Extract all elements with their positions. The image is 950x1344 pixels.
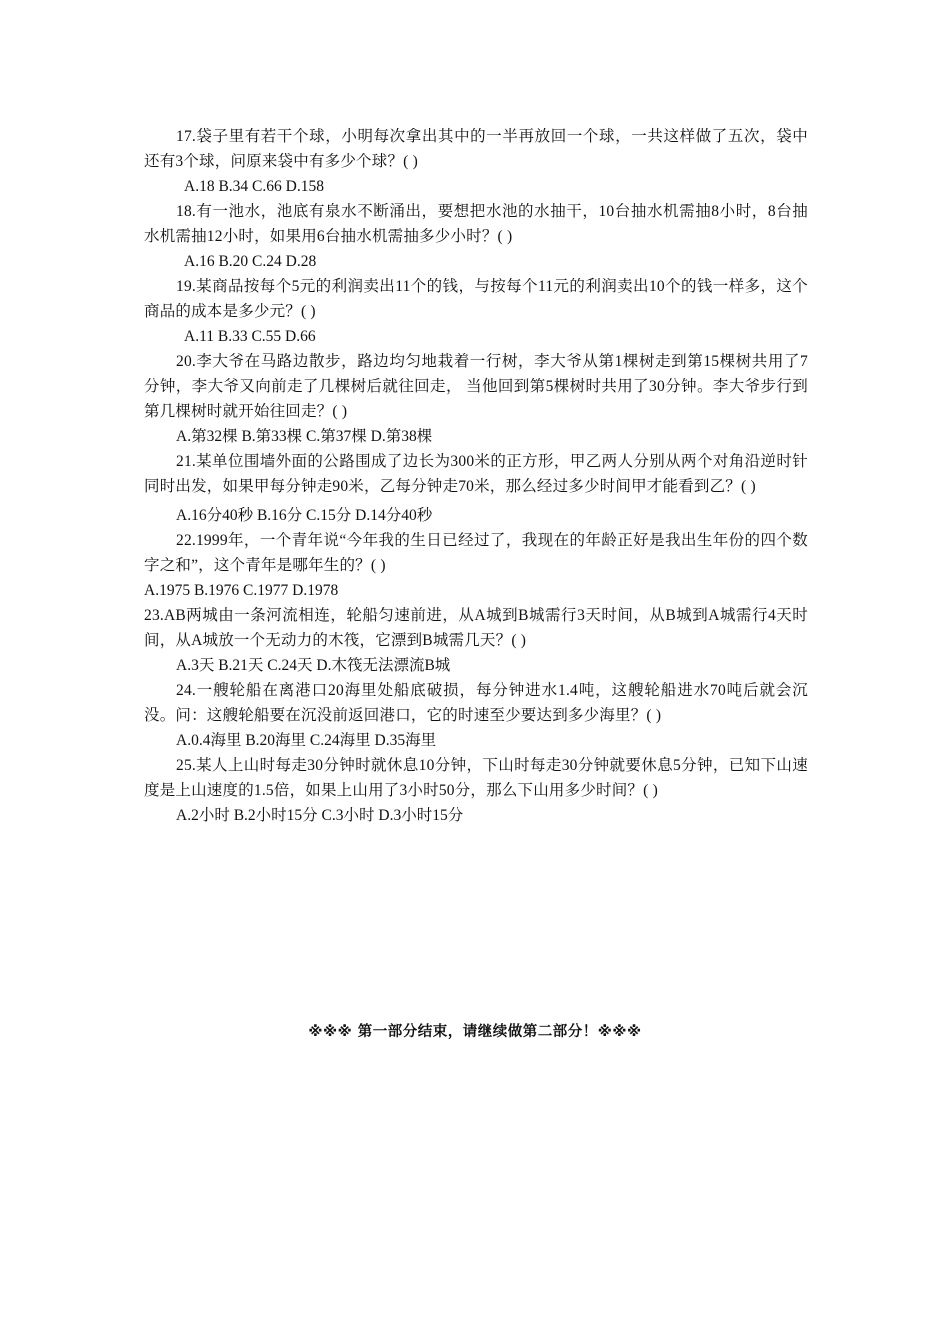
question-20: 20.李大爷在马路边散步，路边均匀地栽着一行树，李大爷从第1棵树走到第15棵树共用了7分钟，李大爷又向前走了几棵树后就往回走， 当他回到第5棵树时共用了30分钟。李大爷步行到第几棵树时就开始往回走？( ) <box>144 353 808 420</box>
question-17: 17.袋子里有若干个球，小明每次拿出其中的一半再放回一个球，一共这样做了五次，袋中还有3个球，问原来袋中有多少个球？( ) <box>144 128 808 170</box>
question-21: 21.某单位围墙外面的公路围成了边长为300米的正方形，甲乙两人分别从两个对角沿逆时针同时出发，如果甲每分钟走90米，乙每分钟走70米，那么经过多少时间甲才能看到乙？( ) <box>144 453 808 495</box>
question-22-options: A.1975 B.1976 C.1977 D.1978 <box>144 582 339 599</box>
question-23-options: A.3天 B.21天 C.24天 D.木筏无法漂流B城 <box>176 657 451 674</box>
question-list <box>144 124 808 828</box>
question-20-options: A.第32棵 B.第33棵 C.第37棵 D.第38棵 <box>176 428 433 445</box>
question-24-options: A.0.4海里 B.20海里 C.24海里 D.35海里 <box>176 732 437 749</box>
question-18: 18.有一池水，池底有泉水不断涌出，要想把水池的水抽干，10台抽水机需抽8小时，8台抽水机需抽12小时，如果用6台抽水机需抽多少小时？( ) <box>144 203 808 245</box>
question-25-options: A.2小时 B.2小时15分 C.3小时 D.3小时15分 <box>176 807 464 824</box>
question-17-options: A.18 B.34 C.66 D.158 <box>184 178 324 195</box>
question-22: 22.1999年，一个青年说“今年我的生日已经过了，我现在的年龄正好是我出生年份的四个数字之和”，这个青年是哪年生的？( ) <box>144 532 808 574</box>
question-18-options: A.16 B.20 C.24 D.28 <box>184 253 317 270</box>
question-19-options: A.11 B.33 C.55 D.66 <box>184 328 316 345</box>
question-19: 19.某商品按每个5元的利润卖出11个的钱，与按每个11元的利润卖出10个的钱一样多，这个商品的成本是多少元？( ) <box>144 278 808 320</box>
question-21-options: A.16分40秒 B.16分 C.15分 D.14分40秒 <box>176 507 433 524</box>
question-25: 25.某人上山时每走30分钟时就休息10分钟，下山时每走30分钟就要休息5分钟，已知下山速度是上山速度的1.5倍，如果上山用了3小时50分，那么下山用多少时间？( ) <box>144 757 808 799</box>
section-end-notice: ※※※ 第一部分结束，请继续做第二部分！※※※ <box>308 1024 642 1040</box>
question-24: 24.一艘轮船在离港口20海里处船底破损，每分钟进水1.4吨，这艘轮船进水70吨后就会沉没。问：这艘轮船要在沉没前返回港口，它的时速至少要达到多少海里？( ) <box>144 682 808 724</box>
question-23: 23.AB两城由一条河流相连，轮船匀速前进，从A城到B城需行3天时间，从B城到A城需行4天时间，从A城放一个无动力的木筏，它漂到B城需几天？( ) <box>144 607 808 649</box>
